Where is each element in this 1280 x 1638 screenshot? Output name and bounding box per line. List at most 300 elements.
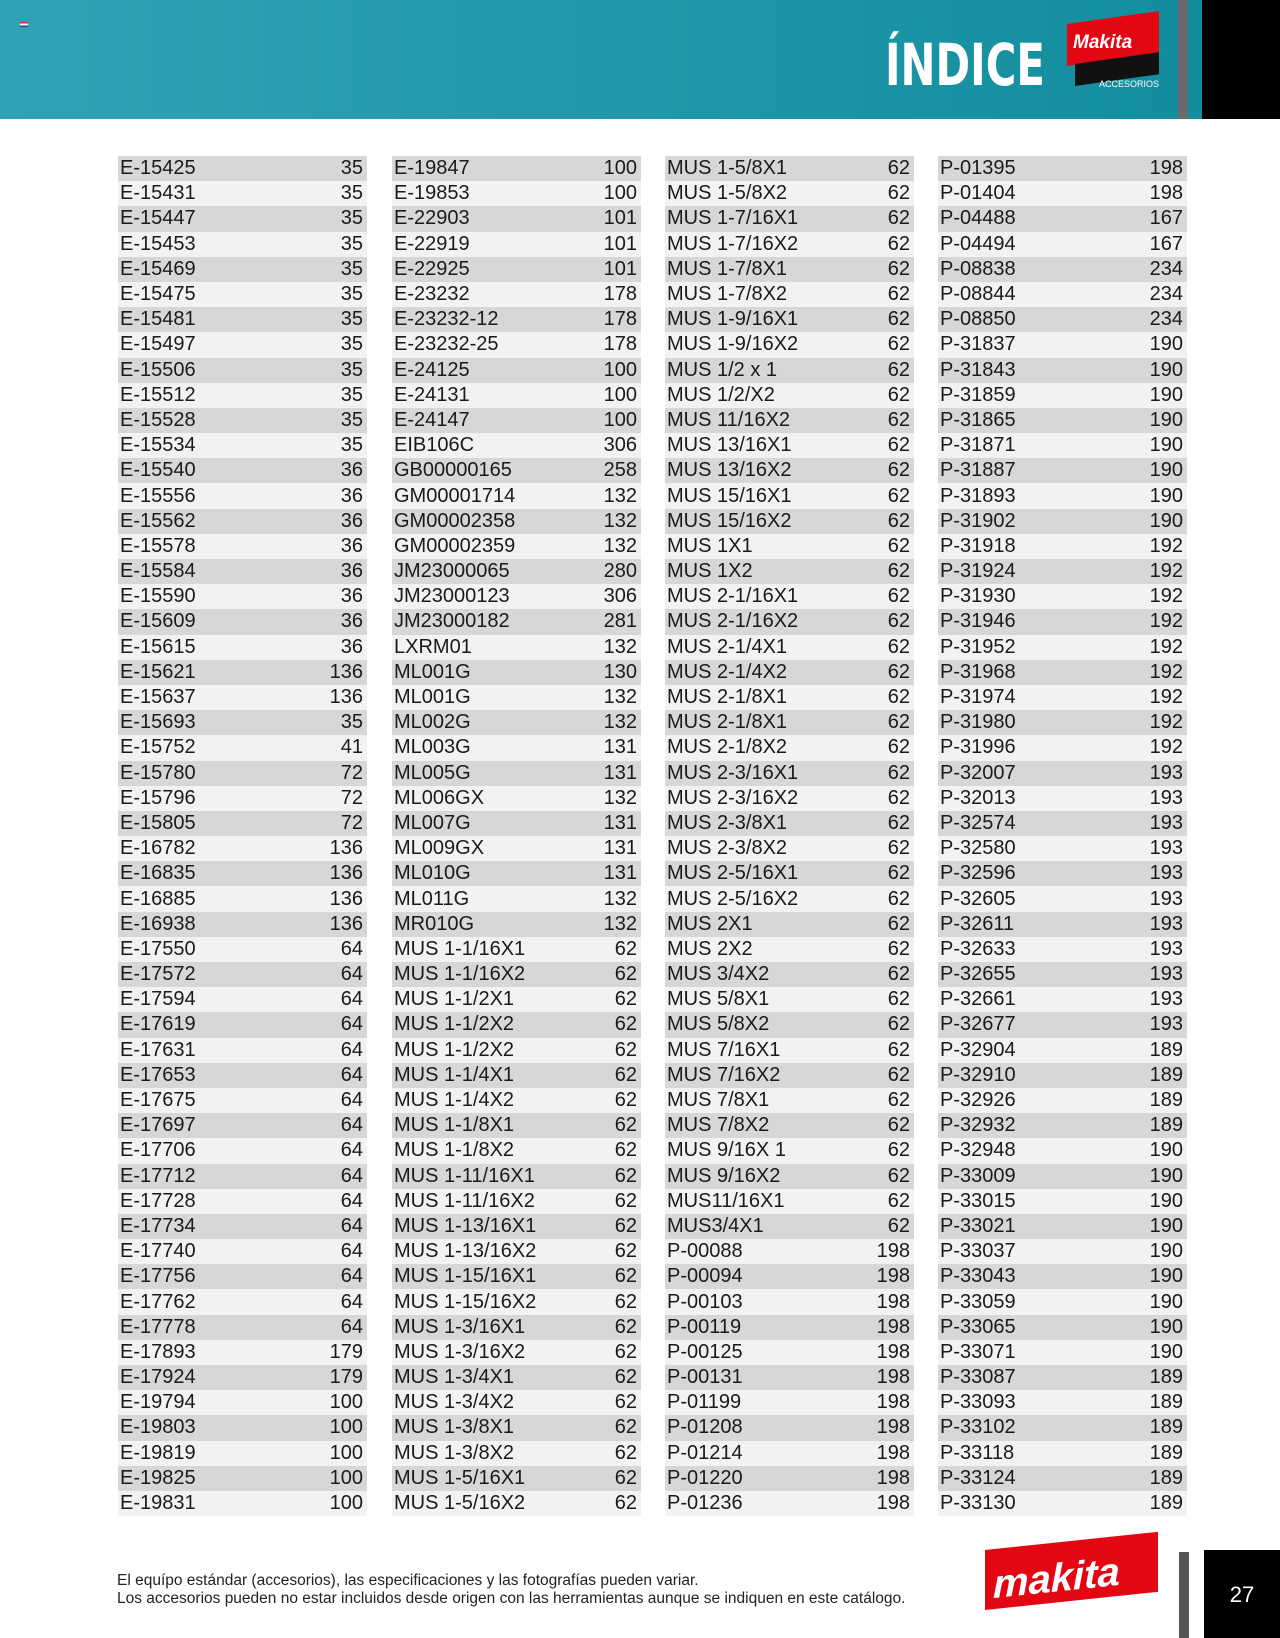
page-reference: 132 — [603, 509, 637, 532]
product-code: P-31843 — [940, 358, 1016, 381]
product-code: MUS 1-13/16X2 — [394, 1240, 537, 1263]
page-reference: 62 — [887, 811, 910, 834]
page-reference: 306 — [603, 434, 637, 457]
page-reference: 62 — [614, 1089, 637, 1112]
page-reference: 72 — [340, 786, 363, 809]
product-code: MUS 1-15/16X2 — [394, 1290, 537, 1313]
page-reference: 101 — [603, 232, 637, 255]
product-code: E-15562 — [120, 509, 196, 532]
product-code: E-15805 — [120, 811, 196, 834]
page-reference: 62 — [887, 912, 910, 935]
index-row — [118, 1189, 367, 1214]
page-reference: 64 — [340, 1290, 363, 1313]
page-reference: 36 — [340, 635, 363, 658]
product-code: E-24147 — [394, 408, 470, 431]
page-reference: 62 — [614, 1265, 637, 1288]
page-reference: 190 — [1149, 1240, 1183, 1263]
product-code: P-32007 — [940, 761, 1016, 784]
product-code: ML005G — [394, 761, 471, 784]
index-row — [665, 1365, 914, 1390]
index-row — [938, 710, 1187, 735]
page-header — [0, 0, 1280, 119]
index-row — [392, 912, 641, 937]
product-code: P-04488 — [940, 207, 1016, 230]
index-row — [938, 156, 1187, 181]
index-row — [392, 483, 641, 508]
product-code: ML001G — [394, 686, 471, 709]
product-code: MUS3/4X1 — [667, 1214, 764, 1237]
index-row — [665, 483, 914, 508]
product-code: ML007G — [394, 811, 471, 834]
product-code: MUS 11/16X2 — [667, 408, 791, 431]
page-reference: 192 — [1149, 711, 1183, 734]
page-reference: 62 — [887, 585, 910, 608]
index-column-1 — [118, 156, 367, 1516]
page-reference: 192 — [1149, 635, 1183, 658]
page-reference: 100 — [603, 358, 637, 381]
product-code: MUS 1/2 x 1 — [667, 358, 778, 381]
product-code: MUS 2-1/16X2 — [667, 610, 799, 633]
product-code: E-19853 — [394, 182, 470, 205]
product-code: P-01199 — [667, 1391, 742, 1414]
index-row — [392, 1214, 641, 1239]
index-row — [392, 1365, 641, 1390]
page-reference: 131 — [603, 736, 637, 759]
page-reference: 198 — [876, 1290, 910, 1313]
product-code: E-22919 — [394, 232, 470, 255]
product-code: P-00131 — [667, 1366, 743, 1389]
page-reference: 192 — [1149, 686, 1183, 709]
page-reference: 62 — [887, 635, 910, 658]
product-code: MUS 2-1/16X1 — [667, 585, 799, 608]
page-reference: 35 — [340, 383, 363, 406]
index-row — [938, 786, 1187, 811]
index-row — [938, 861, 1187, 886]
page-reference: 62 — [887, 660, 910, 683]
product-code: E-17572 — [120, 963, 196, 986]
index-row — [938, 886, 1187, 911]
product-code: ML010G — [394, 862, 471, 885]
page-reference: 192 — [1149, 610, 1183, 633]
product-code: ML002G — [394, 711, 471, 734]
index-row — [392, 886, 641, 911]
index-row — [392, 156, 641, 181]
page-reference: 100 — [329, 1391, 363, 1414]
page-reference: 35 — [340, 434, 363, 457]
product-code: E-17653 — [120, 1063, 196, 1086]
index-row — [118, 181, 367, 206]
page-reference: 41 — [340, 736, 363, 759]
product-code: GM00002359 — [394, 534, 516, 557]
index-row — [938, 307, 1187, 332]
page-reference: 64 — [340, 1189, 363, 1212]
index-row — [938, 1289, 1187, 1314]
page-reference: 306 — [603, 585, 637, 608]
index-row — [118, 408, 367, 433]
index-row — [938, 282, 1187, 307]
product-code: ML003G — [394, 736, 471, 759]
index-row — [665, 761, 914, 786]
page-reference: 62 — [887, 1013, 910, 1036]
page-reference: 100 — [603, 182, 637, 205]
index-row — [392, 1390, 641, 1415]
page-reference: 189 — [1149, 1114, 1183, 1137]
page-reference: 35 — [340, 157, 363, 180]
product-code: P-33102 — [940, 1416, 1016, 1439]
page-reference: 100 — [603, 383, 637, 406]
product-code: MUS 1-13/16X1 — [394, 1214, 537, 1237]
product-code: MUS 9/16X2 — [667, 1164, 781, 1187]
page-reference: 193 — [1149, 912, 1183, 935]
index-column-4 — [938, 156, 1187, 1516]
page-reference: 35 — [340, 333, 363, 356]
page-reference: 64 — [340, 937, 363, 960]
product-code: MUS 1-1/2X2 — [394, 1038, 515, 1061]
product-code: E-17756 — [120, 1265, 196, 1288]
index-row — [938, 1466, 1187, 1491]
page-reference: 198 — [876, 1441, 910, 1464]
page-reference: 62 — [887, 937, 910, 960]
page-reference: 198 — [1149, 182, 1183, 205]
page-reference: 131 — [603, 862, 637, 885]
page-reference: 62 — [614, 1290, 637, 1313]
product-code: P-32926 — [940, 1089, 1016, 1112]
index-row — [392, 332, 641, 357]
product-code: MUS 1-7/16X2 — [667, 232, 799, 255]
page-reference: 190 — [1149, 1340, 1183, 1363]
page-reference: 35 — [340, 232, 363, 255]
page-reference: 62 — [887, 1139, 910, 1162]
page-reference: 190 — [1149, 408, 1183, 431]
product-code: MUS 2X2 — [667, 937, 753, 960]
index-row — [392, 559, 641, 584]
index-row — [938, 559, 1187, 584]
index-row — [665, 1088, 914, 1113]
index-row — [392, 811, 641, 836]
product-code: MUS 5/8X1 — [667, 988, 770, 1011]
logo-subtitle: ACCESORIOS — [1099, 79, 1160, 89]
product-code: JM23000065 — [394, 560, 510, 583]
product-code: MUS 15/16X2 — [667, 509, 792, 532]
page-reference: 62 — [614, 1416, 637, 1439]
page-reference: 62 — [614, 1114, 637, 1137]
index-row — [938, 509, 1187, 534]
page-reference: 72 — [340, 761, 363, 784]
page-reference: 101 — [603, 257, 637, 280]
index-row — [118, 358, 367, 383]
page-reference: 62 — [887, 1189, 910, 1212]
product-code: MUS 1-1/16X2 — [394, 963, 526, 986]
page-reference: 167 — [1149, 207, 1183, 230]
index-row — [118, 1214, 367, 1239]
page-reference: 62 — [887, 610, 910, 633]
product-code: P-08850 — [940, 308, 1016, 331]
product-code: E-17893 — [120, 1340, 196, 1363]
index-row — [118, 761, 367, 786]
index-row — [118, 660, 367, 685]
index-row — [118, 559, 367, 584]
page-reference: 198 — [876, 1240, 910, 1263]
product-code: E-17924 — [120, 1366, 196, 1389]
page-reference: 62 — [887, 711, 910, 734]
index-row — [938, 735, 1187, 760]
index-row — [665, 1063, 914, 1088]
page-reference: 234 — [1149, 257, 1183, 280]
page-reference: 62 — [614, 1189, 637, 1212]
index-row — [392, 1063, 641, 1088]
index-row — [118, 811, 367, 836]
product-code: E-15475 — [120, 283, 196, 306]
page-reference: 193 — [1149, 837, 1183, 860]
index-row — [665, 962, 914, 987]
index-row — [665, 1264, 914, 1289]
index-row — [938, 483, 1187, 508]
index-row — [392, 710, 641, 735]
index-row — [938, 811, 1187, 836]
product-code: P-01220 — [667, 1466, 743, 1489]
page-reference: 100 — [329, 1466, 363, 1489]
page-reference: 62 — [887, 534, 910, 557]
index-row — [665, 584, 914, 609]
product-code: MUS11/16X1 — [667, 1189, 785, 1212]
index-row — [118, 1441, 367, 1466]
index-row — [118, 1315, 367, 1340]
page-reference: 178 — [603, 283, 637, 306]
index-row — [392, 307, 641, 332]
product-code: P-32677 — [940, 1013, 1016, 1036]
index-row — [118, 383, 367, 408]
index-row — [392, 1113, 641, 1138]
index-row — [665, 1390, 914, 1415]
index-row — [938, 635, 1187, 660]
page-reference: 189 — [1149, 1492, 1183, 1515]
product-code: MUS 2-3/8X2 — [667, 837, 788, 860]
product-code: E-19825 — [120, 1466, 196, 1489]
header-corner-block — [1202, 0, 1280, 119]
product-code: MUS 1-5/16X1 — [394, 1466, 526, 1489]
index-row — [118, 710, 367, 735]
page-reference: 192 — [1149, 660, 1183, 683]
product-code: P-33059 — [940, 1290, 1016, 1313]
page-reference: 64 — [340, 988, 363, 1011]
product-code: E-17675 — [120, 1089, 196, 1112]
index-row — [118, 685, 367, 710]
index-row — [392, 685, 641, 710]
index-row — [392, 1466, 641, 1491]
index-column-3 — [665, 156, 914, 1516]
product-code: ML001G — [394, 660, 471, 683]
page-reference: 281 — [603, 610, 637, 633]
product-code: MUS 2-5/16X2 — [667, 887, 799, 910]
index-row — [118, 257, 367, 282]
product-code: E-19803 — [120, 1416, 196, 1439]
product-code: E-15431 — [120, 182, 196, 205]
product-code: MUS 13/16X2 — [667, 459, 792, 482]
page-reference: 167 — [1149, 232, 1183, 255]
page-reference: 190 — [1149, 1139, 1183, 1162]
index-row — [665, 786, 914, 811]
product-code: P-31859 — [940, 383, 1016, 406]
index-row — [665, 1189, 914, 1214]
product-code: E-15796 — [120, 786, 196, 809]
product-code: E-15481 — [120, 308, 196, 331]
product-code: E-15590 — [120, 585, 196, 608]
product-code: P-00125 — [667, 1340, 743, 1363]
product-code: E-15540 — [120, 459, 196, 482]
product-code: P-31946 — [940, 610, 1016, 633]
index-row — [938, 1315, 1187, 1340]
index-row — [665, 811, 914, 836]
product-code: E-17734 — [120, 1214, 196, 1237]
page-reference: 35 — [340, 358, 363, 381]
index-row — [118, 861, 367, 886]
product-code: P-01395 — [940, 157, 1016, 180]
index-row — [392, 937, 641, 962]
index-row — [938, 332, 1187, 357]
page-reference: 62 — [887, 1038, 910, 1061]
index-row — [118, 458, 367, 483]
page-reference: 64 — [340, 1013, 363, 1036]
index-row — [118, 1491, 367, 1516]
product-code: MUS 1-11/16X1 — [394, 1164, 535, 1187]
page-reference: 132 — [603, 786, 637, 809]
page-reference: 62 — [614, 937, 637, 960]
product-code: MUS 2-1/4X2 — [667, 660, 788, 683]
page-reference: 189 — [1149, 1366, 1183, 1389]
index-row — [938, 836, 1187, 861]
index-row — [118, 232, 367, 257]
page-reference: 62 — [887, 1214, 910, 1237]
page-reference: 64 — [340, 1139, 363, 1162]
index-row — [665, 307, 914, 332]
product-code: E-15578 — [120, 534, 196, 557]
page-reference: 36 — [340, 484, 363, 507]
index-row — [665, 912, 914, 937]
index-row — [665, 257, 914, 282]
index-row — [118, 584, 367, 609]
product-code: MUS 1-3/16X1 — [394, 1315, 526, 1338]
page-reference: 189 — [1149, 1441, 1183, 1464]
index-row — [938, 1340, 1187, 1365]
product-code: MUS 1-3/4X1 — [394, 1366, 515, 1389]
index-row — [392, 735, 641, 760]
product-code: E-15534 — [120, 434, 196, 457]
product-code: MUS 1-9/16X2 — [667, 333, 799, 356]
page-reference: 62 — [887, 1164, 910, 1187]
product-code: P-31837 — [940, 333, 1016, 356]
index-row — [665, 282, 914, 307]
product-code: P-31974 — [940, 686, 1016, 709]
product-code: P-32574 — [940, 811, 1016, 834]
index-row — [938, 685, 1187, 710]
index-row — [118, 483, 367, 508]
product-code: MUS 1-7/16X1 — [667, 207, 799, 230]
product-code: MUS 7/16X2 — [667, 1063, 781, 1086]
product-code: P-31952 — [940, 635, 1016, 658]
product-code: P-32932 — [940, 1114, 1016, 1137]
page-reference: 64 — [340, 1038, 363, 1061]
index-row — [665, 735, 914, 760]
product-code: MUS 1-3/8X2 — [394, 1441, 515, 1464]
product-code: P-04494 — [940, 232, 1016, 255]
product-code: E-19831 — [120, 1492, 196, 1515]
product-code: E-15609 — [120, 610, 196, 633]
product-code: E-15506 — [120, 358, 196, 381]
product-code: E-15693 — [120, 711, 196, 734]
index-row — [392, 1138, 641, 1163]
index-row — [938, 937, 1187, 962]
index-row — [665, 156, 914, 181]
product-code: MUS 1-1/8X1 — [394, 1114, 515, 1137]
index-row — [938, 609, 1187, 634]
index-row — [118, 307, 367, 332]
product-code: P-33021 — [940, 1214, 1016, 1237]
index-row — [118, 433, 367, 458]
product-code: E-16782 — [120, 837, 196, 860]
index-row — [665, 181, 914, 206]
product-code: MUS 2-5/16X1 — [667, 862, 799, 885]
index-row — [392, 584, 641, 609]
page-reference: 178 — [603, 333, 637, 356]
product-code: MUS 9/16X 1 — [667, 1139, 786, 1162]
page-reference: 193 — [1149, 937, 1183, 960]
index-row — [938, 962, 1187, 987]
index-row — [938, 660, 1187, 685]
index-row — [938, 181, 1187, 206]
product-code: P-33037 — [940, 1240, 1016, 1263]
index-row — [118, 509, 367, 534]
page-reference: 36 — [340, 560, 363, 583]
page-reference: 35 — [340, 711, 363, 734]
page-reference: 62 — [887, 686, 910, 709]
product-code: MR010G — [394, 912, 475, 935]
page-reference: 131 — [603, 761, 637, 784]
product-code: E-17778 — [120, 1315, 196, 1338]
page-reference: 280 — [603, 560, 637, 583]
page-reference: 193 — [1149, 988, 1183, 1011]
product-code: E-24125 — [394, 358, 470, 381]
product-code: JM23000123 — [394, 585, 510, 608]
page-reference: 189 — [1149, 1063, 1183, 1086]
index-row — [665, 383, 914, 408]
product-code: E-16938 — [120, 912, 196, 935]
page-reference: 190 — [1149, 358, 1183, 381]
product-code: E-24131 — [394, 383, 470, 406]
product-code: MUS 1-1/8X2 — [394, 1139, 515, 1162]
page-reference: 192 — [1149, 736, 1183, 759]
product-code: E-15425 — [120, 157, 196, 180]
product-code: MUS 15/16X1 — [667, 484, 792, 507]
index-row — [118, 534, 367, 559]
index-row — [665, 609, 914, 634]
page-reference: 179 — [329, 1340, 363, 1363]
product-code: ML009GX — [394, 837, 485, 860]
product-code: P-33093 — [940, 1391, 1016, 1414]
product-code: MUS 1X2 — [667, 560, 753, 583]
product-code: P-00094 — [667, 1265, 743, 1288]
page-reference: 136 — [329, 912, 363, 935]
product-code: E-23232-12 — [394, 308, 499, 331]
product-code: E-17619 — [120, 1013, 196, 1036]
page-reference: 62 — [887, 383, 910, 406]
page-reference: 131 — [603, 811, 637, 834]
page-reference: 62 — [887, 862, 910, 885]
page-reference: 62 — [614, 1240, 637, 1263]
page-reference: 62 — [614, 1315, 637, 1338]
product-code: MUS 13/16X1 — [667, 434, 792, 457]
index-row — [938, 987, 1187, 1012]
index-row — [392, 1491, 641, 1516]
